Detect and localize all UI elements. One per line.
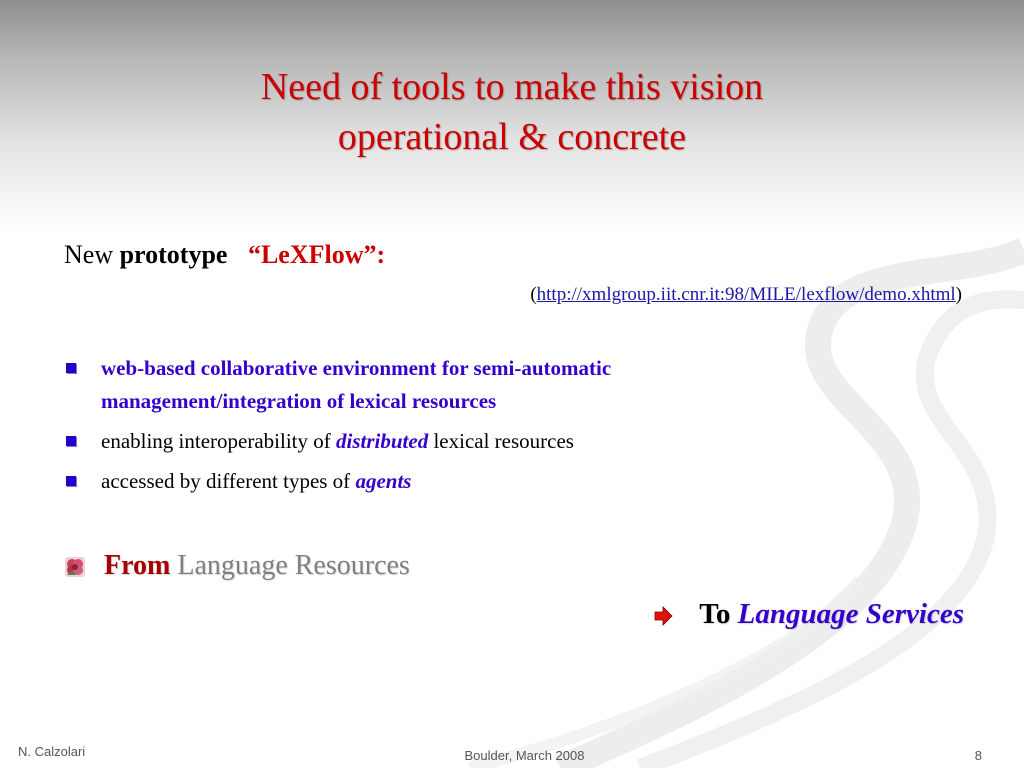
bullet-item [64, 465, 764, 498]
demo-url-link[interactable]: http://xmlgroup.iit.cnr.it:98/MILE/lexflow/demo.xhtml [536, 284, 956, 305]
footer-place-date: Boulder, March 2008 [464, 748, 585, 763]
to-line [653, 598, 964, 631]
bullet-text: web-based collaborative environment for semi-automatic management/integration of lexical resources [101, 356, 612, 413]
bullet-text: accessed by different types of [101, 469, 356, 493]
footer-page-number: 8 [974, 748, 982, 763]
intro-prefix: New [64, 240, 114, 269]
to-keyword: To [699, 598, 731, 630]
square-bullet-icon [66, 363, 76, 373]
square-bullet-icon [66, 476, 76, 486]
url-open-paren: ( [530, 284, 537, 305]
bullet-text: enabling interoperability of [101, 429, 337, 453]
bullet-list [64, 352, 764, 505]
title-line-1: Need of tools to make this vision [260, 66, 764, 108]
intro-keyword: prototype [119, 240, 228, 269]
flower-bullet-icon [64, 556, 86, 578]
from-text: Language Resources [170, 550, 410, 581]
footer-author: N. Calzolari [18, 744, 86, 759]
from-keyword: From [104, 550, 171, 581]
bullet-text-after: lexical resources [428, 429, 574, 453]
bullet-emphasis: agents [355, 469, 412, 493]
bullet-item [64, 352, 764, 418]
bullet-emphasis: distributed [336, 429, 429, 453]
from-line [64, 550, 410, 582]
title-line-2: operational & concrete [337, 116, 687, 158]
to-text: Language Services [737, 598, 964, 630]
demo-url-line [530, 284, 962, 306]
prototype-intro [64, 240, 385, 270]
arrow-right-icon [653, 606, 673, 626]
url-close-paren: ) [955, 284, 962, 305]
slide-title [0, 62, 1024, 162]
bullet-item [64, 425, 764, 458]
prototype-name: “LeXFlow”: [247, 240, 386, 269]
square-bullet-icon [66, 436, 76, 446]
